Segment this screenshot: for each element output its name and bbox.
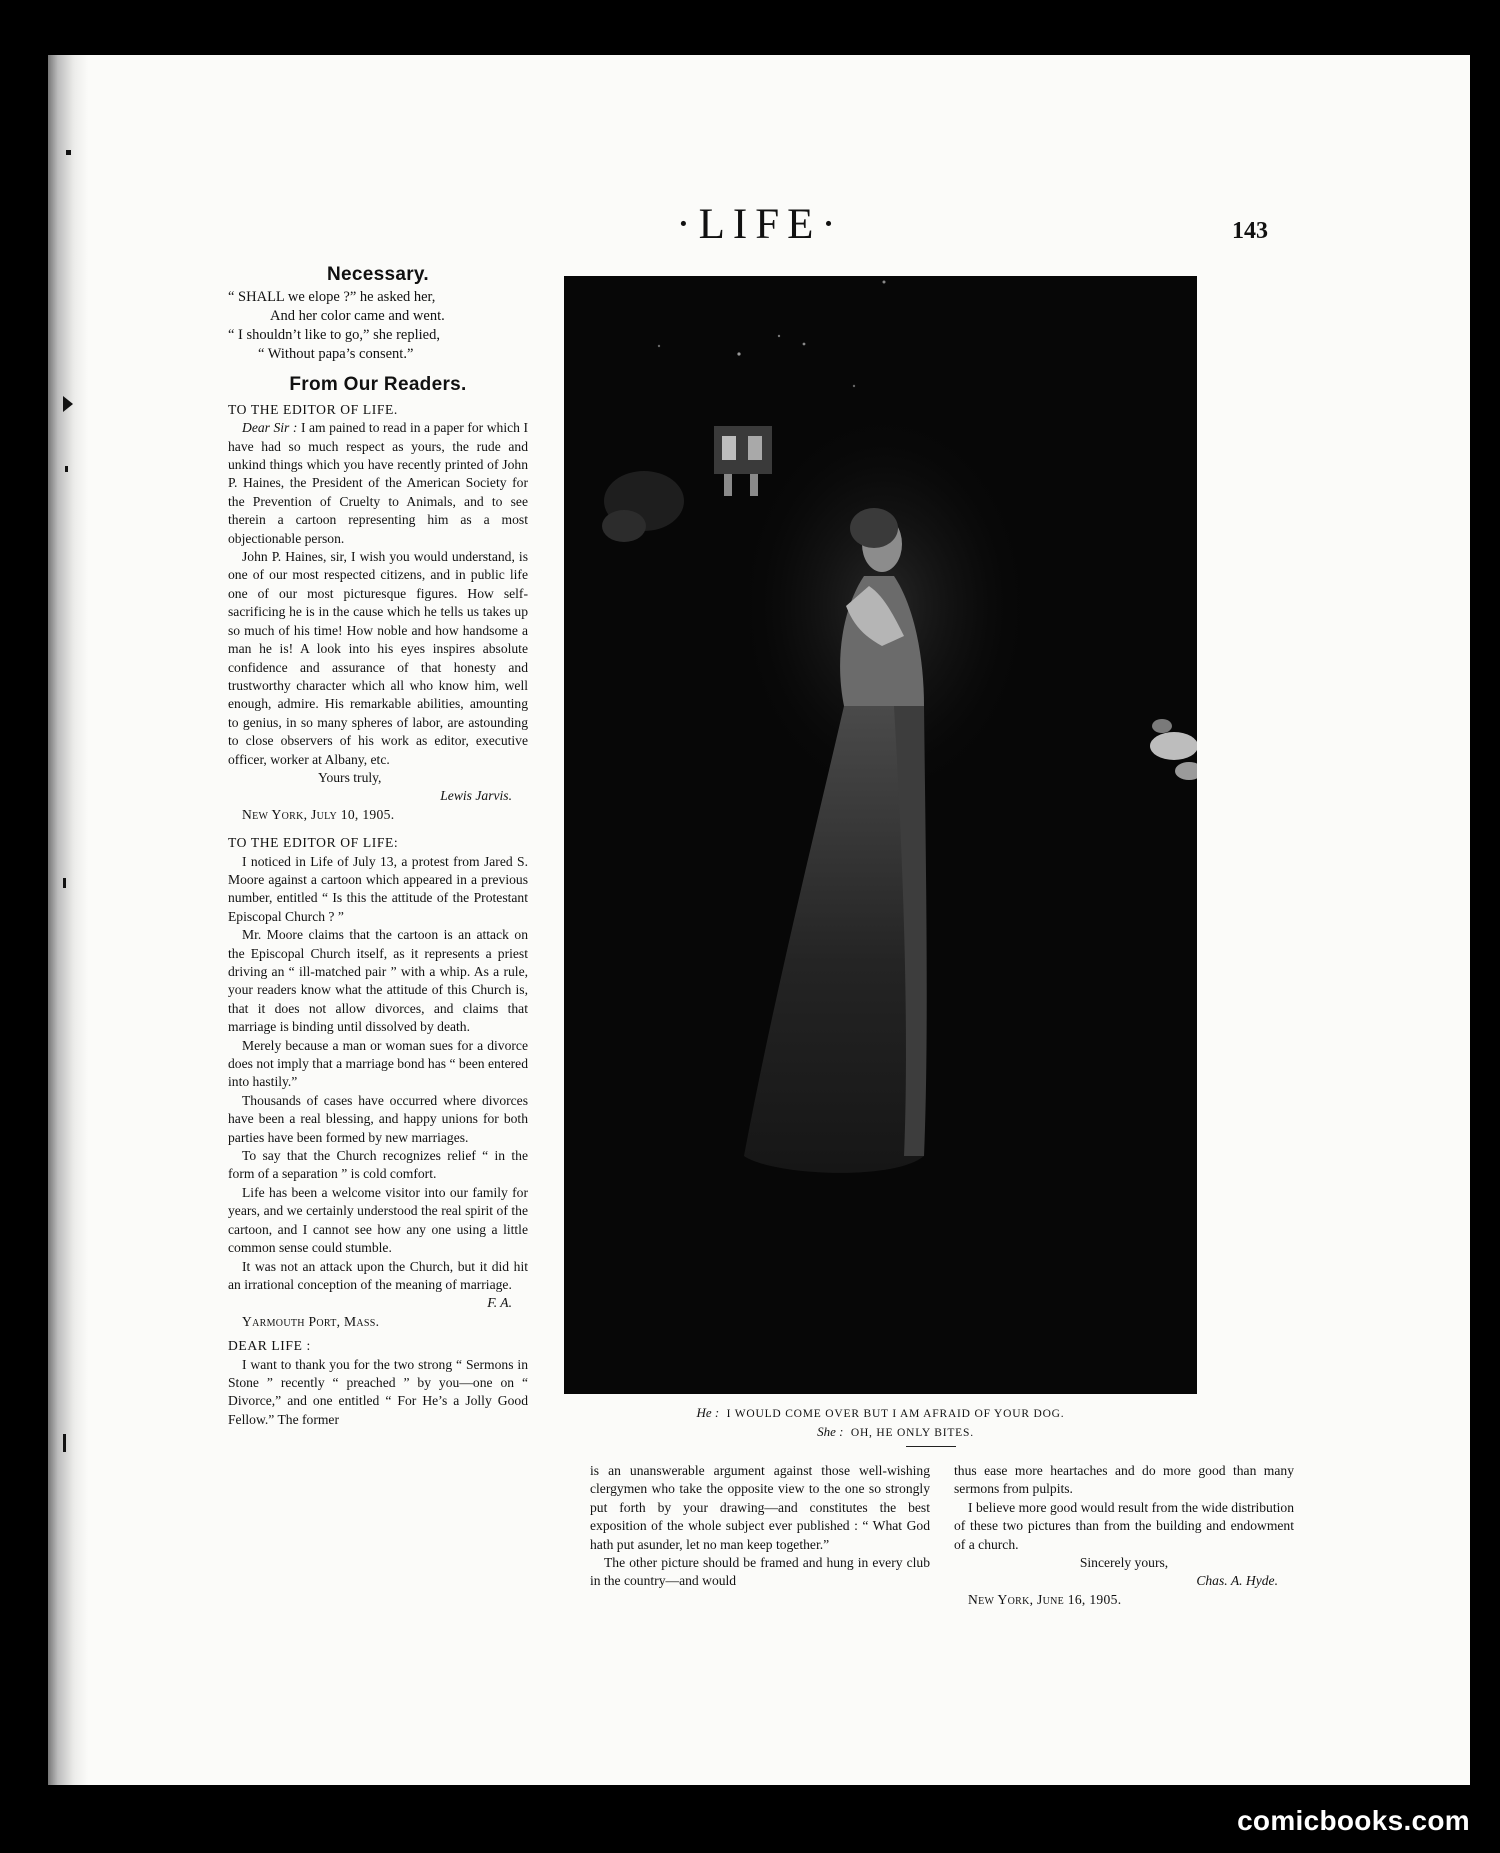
letter-paragraph: I noticed in Life of July 13, a protest from Jared S. Moore against a cartoon which appeared in a previous number, entitled “ Is this the attitude of the Protestant Episcopal Church ? ” [228, 853, 528, 924]
edge-mark [66, 150, 71, 155]
poem-line: “ SHALL we elope ?” he asked her, [228, 289, 436, 306]
letter-paragraph: Life has been a welcome visitor into our family for years, and we certainly understood the real spirit of the cartoon, and I cannot see how any one using a little common sense could stumble. [228, 1184, 528, 1256]
dateline: New York, July 10, 1905. [242, 806, 395, 822]
night-scene-illustration [564, 276, 1197, 1394]
letter-paragraph: Thousands of cases have occurred where divorces have been a real blessing, and happy unions for both parties have been formed by new marriages. [228, 1092, 528, 1145]
illustration-caption [564, 1404, 1197, 1442]
letter-paragraph: To say that the Church recognizes relief “ in the form of a separation ” is cold comfort. [228, 1148, 528, 1182]
letter-head: TO THE EDITOR OF LIFE. [228, 401, 398, 417]
salutation: Dear Sir : [242, 420, 298, 436]
letter-paragraph: It was not an attack upon the Church, but it did hit an irrational conception of the meaning of marriage. [228, 1258, 528, 1292]
dateline: Yarmouth Port, Mass. [242, 1313, 380, 1329]
left-column [228, 266, 528, 1429]
edge-mark [65, 466, 68, 472]
right-column [954, 1462, 1294, 1609]
caption-line: I WOULD COME OVER BUT I AM AFRAID OF YOUR DOG. [726, 1408, 1065, 1420]
poem-line: “ Without papa’s consent.” [258, 346, 414, 363]
dateline: New York, June 16, 1905. [968, 1591, 1122, 1607]
edge-mark [63, 878, 66, 888]
signature: Lewis Jarvis. [440, 788, 512, 804]
edge-mark [63, 1434, 66, 1452]
letter-paragraph: I want to thank you for the two strong “ Sermons in Stone ” recently “ preached ” by you—one on “ Divorce,” and one entitled “ For He’s a Jolly Good Fellow.” The former [228, 1356, 528, 1427]
letter-jarvis [228, 401, 528, 824]
binding-gutter [48, 55, 88, 1785]
poem-line: And her color came and went. [270, 308, 445, 325]
closing: Sincerely yours, [1079, 1555, 1169, 1571]
masthead: ·LIFE· [676, 201, 844, 248]
letter-paragraph: Merely because a man or woman sues for a divorce does not imply that a marriage bond has “ been entered into hastily.” [228, 1037, 528, 1090]
letter-head: TO THE EDITOR OF LIFE: [228, 835, 399, 851]
illustration [564, 276, 1197, 1394]
caption-speaker: He : [696, 1405, 720, 1420]
signature: Chas. A. Hyde. [1196, 1573, 1278, 1589]
poem [228, 288, 528, 364]
letter-hyde [228, 1337, 528, 1429]
poem-title: Necessary. [327, 264, 429, 285]
letter-paragraph: I believe more good would result from the wide distribution of these two pictures than from the building and endowment of a church. [954, 1499, 1294, 1552]
caption-speaker: She : [817, 1424, 844, 1439]
letter-paragraph: I am pained to read in a paper for which I have had so much respect as yours, the rude and unkind things which you have recently printed of John P. Haines, the President of the American Society for the Prevention of Cruelty to Animals, and to see therein a cartoon representing him as a most objectionable person. [228, 420, 528, 546]
letter-paragraph: Mr. Moore claims that the cartoon is an attack on the Episcopal Church itself, as it represents a priest driving an “ ill-matched pair ” with a whip. As a rule, your readers know what the attitude of this Church is, that it does not allow divorces, and claims that marriage is binding until dissolved by death. [228, 927, 528, 1035]
page-number: 143 [1232, 218, 1268, 244]
letter-paragraph: John P. Haines, sir, I wish you would understand, is one of our most respected citizens, and in public life one of our most picturesque figures. How self-sacrificing he is in the cause which he tells us takes up so much of his time! How noble and how handsome a man he is! A look into his eyes inspires absolute confidence and assurance of that honesty and trustworthy character which all who know him, well enough, admire. His remarkable abilities, amounting to genius, in so many spheres of labor, are astounding to close observers of his work as editor, executive officer, worker at Albany, etc. [228, 549, 528, 767]
letter-paragraph: thus ease more heartaches and do more good than many sermons from pulpits. [954, 1463, 1294, 1497]
letter-fa [228, 834, 528, 1331]
watermark: comicbooks.com [1237, 1805, 1470, 1836]
caption-rule [906, 1446, 956, 1447]
closing: Yours truly, [318, 769, 382, 785]
poem-line: “ I shouldn’t like to go,” she replied, [228, 327, 440, 344]
signature: F. A. [487, 1295, 512, 1311]
letter-head: DEAR LIFE : [228, 1338, 311, 1354]
middle-column [590, 1462, 930, 1591]
section-title: From Our Readers. [289, 374, 467, 396]
caption-line: OH, HE ONLY BITES. [850, 1427, 974, 1439]
letter-paragraph: is an unanswerable argument against those well-wishing clergymen who take the opposite view to the one so strongly put forth by your drawing—and constitutes the best exposition of the whole subject ever published : “ What God hath put asunder, let no man keep together.” [590, 1463, 930, 1552]
letter-paragraph: The other picture should be framed and hung in every club in the country—and would [590, 1555, 930, 1589]
